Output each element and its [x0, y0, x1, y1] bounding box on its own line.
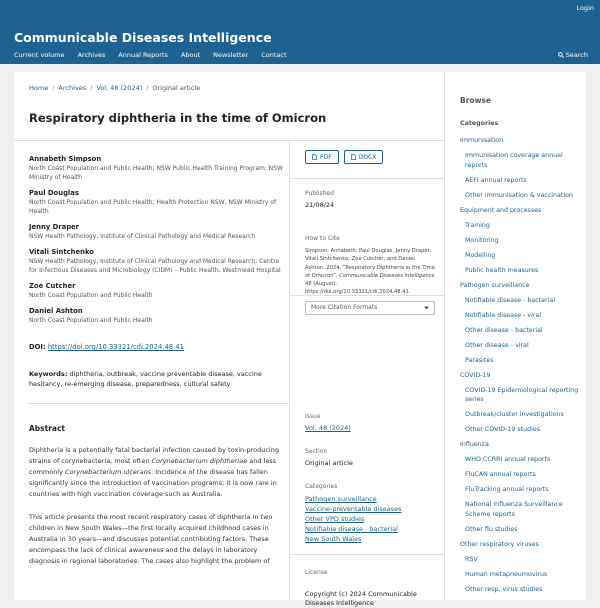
divider [290, 178, 445, 179]
category-item[interactable]: Public health measures [465, 266, 539, 274]
login-link[interactable]: Login [576, 4, 594, 12]
category-item[interactable]: Training [465, 221, 490, 229]
published-label: Published [305, 190, 334, 197]
author-name: Jenny Draper [29, 223, 80, 231]
author-item [29, 281, 289, 300]
citation-part: 48 (August). https://doi.org/10.33321/cdi.2024.48.41. [305, 281, 411, 296]
howtocite-label: How to Cite [305, 235, 340, 242]
category-item[interactable]: WHO CCRRI annual reports [465, 456, 551, 463]
category-item[interactable]: RSV [465, 555, 478, 563]
pdf-button[interactable] [305, 150, 339, 164]
author-item [29, 222, 289, 241]
category-item[interactable]: Notifiable disease - bacterial [465, 296, 556, 304]
category-item[interactable]: FluCAN annual reports [465, 471, 536, 478]
category-item[interactable]: Outbreak/cluster investigations [465, 411, 564, 418]
breadcrumb-volume[interactable]: Vol. 48 (2024) [96, 84, 143, 92]
license-block [305, 569, 435, 608]
category-item[interactable]: Other immunisation & vaccination [465, 191, 573, 199]
search-link[interactable] [558, 51, 588, 59]
chevron-down-icon [424, 306, 429, 310]
docx-button[interactable] [344, 150, 384, 164]
citation-part: Simpson, Annabeth, Paul Douglas, Jenny Draper, Vitali Sintchenko, Zoe Cutcher, and Daniel Ashton. 2024. “Respiratory Diphtheria in the Time of Omicron”. [305, 248, 435, 279]
nav-about[interactable]: About [180, 51, 201, 59]
doi-link[interactable]: https://doi.org/10.33321/cdi.2024.48.41 [47, 343, 184, 351]
author-affiliation: North Coast Population and Public Health [29, 317, 153, 324]
abstract-italic: Corynebacterium ulcerans [65, 468, 152, 476]
abstract-text: Diphtheria is a potentially fatal bacterial infection caused by toxin-producing strains of corynebacteria, most often [29, 446, 279, 465]
category-link[interactable]: Pathogen surveillance [305, 495, 377, 503]
keywords-row [29, 369, 289, 389]
citation-formats-dropdown[interactable] [305, 301, 435, 315]
search-label: Search [565, 51, 588, 59]
category-item[interactable]: Other disease - viral [465, 341, 529, 349]
main-nav [14, 51, 300, 59]
author-affiliation: North Coast Population and Public Health; Health Protection NSW, NSW Ministry of Health [29, 199, 277, 215]
author-item [29, 306, 289, 325]
category-item[interactable]: Influenza [460, 441, 489, 448]
categories-label: Categories [305, 483, 338, 490]
author-affiliation: NSW Health Pathology, Institute of Clinical Pathology and Medical Research [29, 233, 256, 240]
issue-label: Issue [305, 413, 321, 420]
docx-label: DOCX [358, 153, 377, 161]
author-item [29, 247, 289, 275]
author-name: Daniel Ashton [29, 307, 83, 315]
divider [290, 554, 445, 555]
category-item[interactable]: FluTracking annual reports [465, 486, 549, 493]
published-block [305, 190, 435, 210]
category-item[interactable]: Other respiratory viruses [460, 540, 539, 548]
category-item[interactable]: Human metapneumovirus [465, 570, 548, 578]
categories-heading: Categories [460, 120, 499, 127]
site-title[interactable]: Communicable Diseases Intelligence [14, 30, 272, 45]
page-content [14, 72, 586, 607]
section-label: Section [305, 448, 328, 455]
doi-row [29, 343, 289, 351]
license-text: Copyright (c) 2024 Communicable Diseases Intelligence [305, 590, 417, 607]
search-icon [558, 52, 564, 58]
citation-text [305, 247, 435, 297]
category-item[interactable]: Immunisation [460, 137, 504, 144]
author-name: Annabeth Simpson [29, 155, 102, 163]
category-link[interactable]: New South Wales [305, 535, 362, 543]
abstract-heading: Abstract [29, 403, 289, 433]
article-main [14, 72, 444, 607]
category-item[interactable]: Pathogen surveillance [460, 281, 530, 289]
category-item[interactable]: Other resp. virus studies [465, 585, 543, 593]
author-name: Vitali Sintchenko [29, 248, 94, 256]
header-bar [0, 0, 600, 64]
galley-links [305, 150, 383, 164]
page-title: Respiratory diphtheria in the time of Omicron [29, 111, 327, 125]
author-item [29, 154, 289, 182]
section-value: Original article [305, 459, 353, 467]
nav-current-volume[interactable]: Current volume [14, 51, 65, 59]
category-item[interactable]: COVID-19 [460, 371, 491, 379]
browse-heading: Browse [460, 96, 492, 105]
categories-block [305, 483, 435, 544]
doi-label: DOI: [29, 343, 46, 351]
category-link[interactable]: Other VPD studies [305, 515, 365, 523]
file-icon [312, 154, 317, 160]
breadcrumb-home[interactable]: Home [29, 84, 49, 92]
article-details [29, 154, 289, 567]
category-link[interactable]: Notifiable disease - bacterial [305, 525, 398, 533]
category-item[interactable]: Other disease - bacterial [465, 326, 543, 334]
published-date: 21/08/24 [305, 201, 335, 209]
nav-contact[interactable]: Contact [261, 51, 287, 59]
category-item[interactable]: COVID-19 Epidemiological reporting series [465, 386, 579, 403]
abstract-italic: Corynebacterium diphtheriae [151, 457, 248, 465]
author-affiliation: NSW Health Pathology, Institute of Clinical Pathology and Medical Research; Centre for Infectious Diseases and Microbiology (CIDM) – Public Health, Westmead Hospital [29, 258, 281, 274]
nav-newsletter[interactable]: Newsletter [213, 51, 249, 59]
citation-formats-label: More Citation Formats [311, 304, 378, 312]
category-item[interactable]: Modelling [465, 251, 496, 259]
keywords-text: diphtheria, outbreak, vaccine preventable disease, vaccine hesitancy, re-emerging disease, preparedness, cultural safety [29, 370, 262, 388]
nav-annual-reports[interactable]: Annual Reports [118, 51, 168, 59]
category-item[interactable]: Other flu studies [465, 525, 518, 533]
category-item[interactable]: Monitoring [465, 236, 499, 244]
license-label: License [305, 569, 328, 576]
citation-journal: Communicable Diseases Intelligence [339, 272, 435, 279]
abstract-text: and less commonly [29, 457, 277, 476]
category-item[interactable]: Immunisation coverage annual reports [465, 152, 563, 169]
issue-link[interactable]: Vol. 48 (2024) [305, 424, 351, 432]
category-list [460, 136, 585, 600]
category-item[interactable]: AEFI annual reports [465, 176, 527, 184]
category-item[interactable]: Parasites [465, 356, 494, 364]
pdf-label: PDF [320, 153, 332, 161]
section-block [305, 448, 435, 468]
breadcrumb-current: Original article [152, 84, 201, 92]
issue-block [305, 413, 435, 433]
breadcrumb: Home / Archives / Vol. 48 (2024) / Original article [29, 84, 201, 92]
author-name: Paul Douglas [29, 189, 79, 197]
nav-archives[interactable]: Archives [77, 51, 106, 59]
author-affiliation: North Coast Population and Public Health; NSW Public Health Training Program, NSW Ministry of Health [29, 165, 283, 181]
file-icon [351, 154, 356, 160]
abstract-paragraph [29, 445, 289, 500]
category-item[interactable]: Notifiable disease - viral [465, 311, 542, 319]
category-item[interactable]: National Influenza Surveillance Scheme reports [465, 501, 563, 518]
abstract-paragraph: This article presents the most recent respiratory cases of diphtheria in two children in New South Wales—the first locally acquired childhood cases in Australia in 30 years—and discusses potential contributing factors. These encompass the lack of clinical awareness and the delays in laboratory diagnosis in regional laboratories. The cases also highlight the problem of [29, 513, 273, 565]
article-sidebar [289, 140, 444, 607]
browse-sidebar [444, 72, 586, 600]
category-link[interactable]: Vaccine-preventable diseases [305, 505, 402, 513]
breadcrumb-archives[interactable]: Archives [58, 84, 87, 92]
keywords-label: Keywords: [29, 370, 68, 378]
author-affiliation: North Coast Population and Public Health [29, 292, 153, 299]
author-name: Zoe Cutcher [29, 282, 76, 290]
abstract-text: . Incidence of the disease has fallen significantly since the introduction of vaccination programs; it is now rare in countries with high vaccination coverage such as Australia. [29, 468, 277, 498]
category-item[interactable]: Equipment and processes [460, 206, 542, 214]
cite-block [305, 235, 435, 315]
category-item[interactable]: Other COVID-19 studies [465, 426, 541, 433]
author-item [29, 188, 289, 216]
